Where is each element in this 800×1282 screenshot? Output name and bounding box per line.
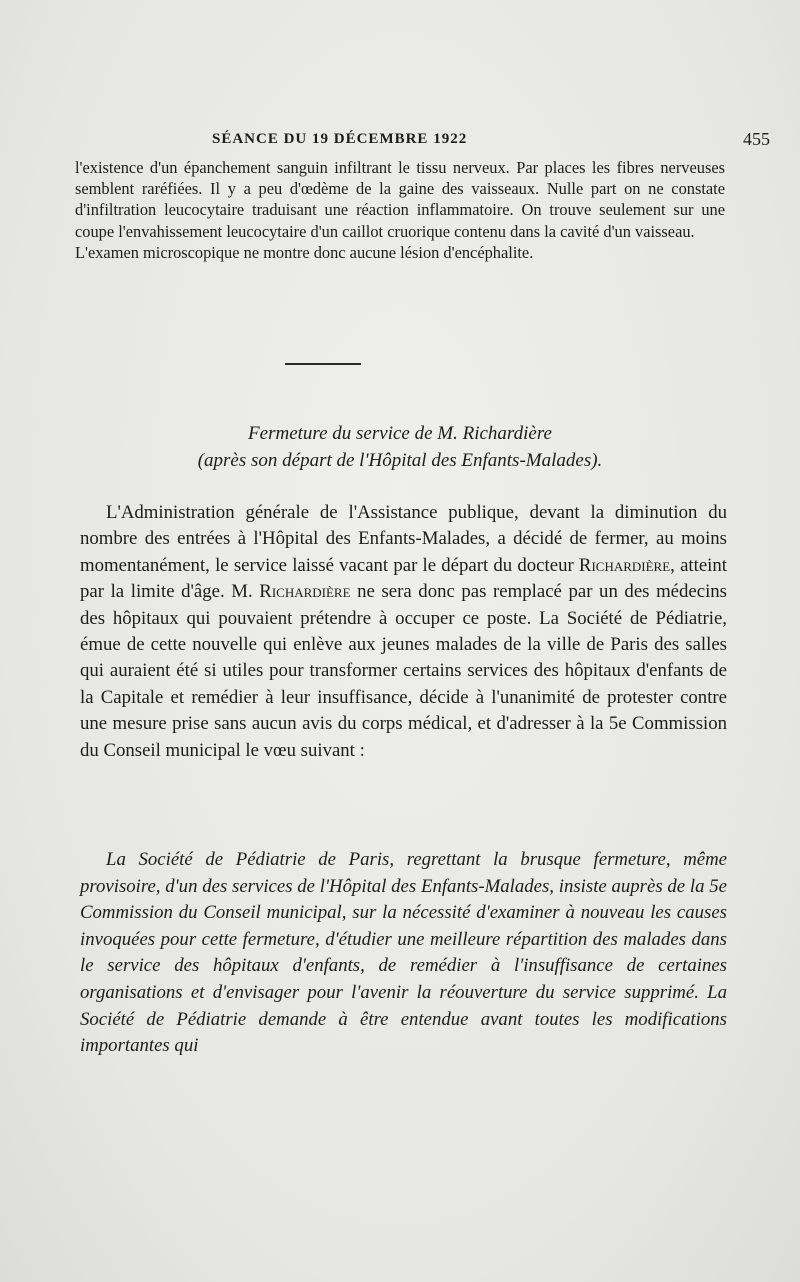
running-header [0, 127, 800, 151]
resolution-paragraph [80, 847, 727, 1060]
opening-paragraph-1: l'existence d'un épanchement sanguin infiltrant le tissu nerveux. Par places les fibres nerveuses semblent raréfiées. Il y a peu d'œdème de la gaine des vaisseaux. Nulle part on ne constate d'infiltration leucocytaire traduisant une réaction inflammatoire. On trouve seulement sur une coupe l'envahissement leucocytaire d'un caillot cruorique contenu dans la cavité d'un vaisseau. [75, 158, 725, 241]
main-paragraph [80, 500, 727, 764]
section-divider [285, 363, 361, 365]
running-title: SÉANCE DU 19 DÉCEMBRE 1922 [212, 131, 468, 147]
main-text-part-2: , atteint par la limite d'âge. M. [80, 554, 728, 603]
main-paragraph-text [80, 500, 727, 764]
surname-richardiere-2: Richardière [259, 581, 351, 603]
surname-richardiere-1: Richardière [578, 554, 671, 576]
resolution-text: La Société de Pédiatrie de Paris, regrettant la brusque fermeture, même provisoire, d'un des services de l'Hôpital des Enfants-Malades, insiste auprès de la 5e Commission du Conseil municipal, sur la nécessité d'examiner à nouveau les causes invoquées pour cette fermeture, d'étudier une meilleure répartition des malades dans le service des hôpitaux d'enfants, de remédier à l'insuffisance de certaines organisations et d'envisager pour l'avenir la réouverture du service supprimé. La Société de Pédiatrie demande à être entendue avant toutes les modifications importantes qui [80, 849, 727, 1057]
main-text-part-3: ne sera donc pas remplacé par un des médecins des hôpitaux qui pouvaient prétendre à occuper ce poste. La Société de Pédiatrie, émue de cette nouvelle qui enlève aux jeunes malades de la ville de Paris des salles qui auraient été si utiles pour transformer certains services des hôpitaux d'enfants de la Capitale et remédier à leur insuffisance, décide à l'unanimité de protester contre une mesure prise sans aucun avis du corps médical, et d'adresser à la 5e Commission du Conseil municipal le vœu suivant : [80, 581, 727, 761]
opening-paragraph-2: L'examen microscopique ne montre donc aucune lésion d'encéphalite. [75, 242, 534, 262]
section-heading-line-1: Fermeture du service de M. Richardière [248, 423, 552, 444]
section-heading-line-2: (après son départ de l'Hôpital des Enfants-Malades). [197, 450, 603, 471]
main-text-part-1: L'Administration générale de l'Assistance publique, devant la diminution du nombre des entrées à l'Hôpital des Enfants-Malades, a décidé de fermer, au moins momentanément, le service laissé vacant par le départ du docteur [80, 502, 727, 576]
opening-text [75, 157, 725, 263]
page-number: 455 [743, 129, 770, 149]
section-heading [0, 420, 800, 474]
